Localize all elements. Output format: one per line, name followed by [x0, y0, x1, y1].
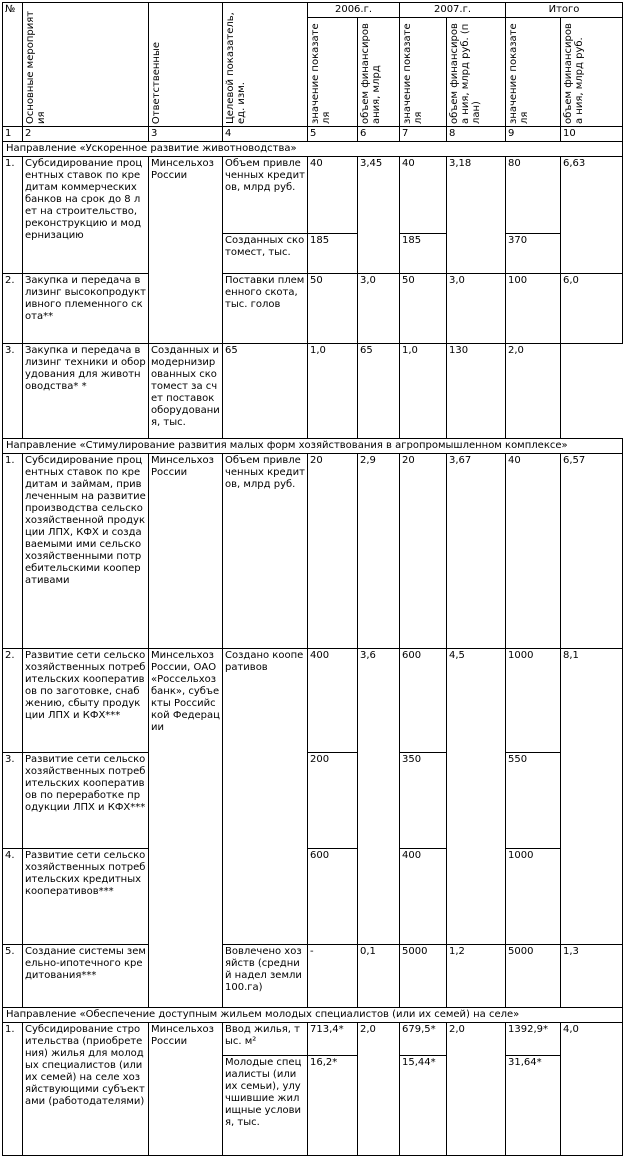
column-number-row	[3, 127, 623, 142]
row-num: 2.	[3, 274, 23, 344]
target-cell: Поставки племенного скота, тыс. голов	[223, 274, 308, 344]
fin-cell: 6,63	[561, 157, 623, 274]
header-fin-2007: объем финансирова ния, млрд руб. (план)	[447, 18, 506, 127]
value-cell: 550	[506, 753, 561, 849]
section-heading: Направление «Стимулирование развития малых форм хозяйствования в агропромышленном комплексе»	[3, 439, 623, 454]
table-row	[3, 849, 623, 945]
table-row	[3, 157, 623, 234]
fin-cell: 6,0	[561, 274, 623, 344]
measure-cell: Закупка и передача в лизинг техники и оборудования для животноводства* *	[23, 344, 149, 439]
value-cell: 679,5*	[400, 1023, 447, 1056]
responsible-cell: Минсельхоз России	[149, 1023, 223, 1156]
target-cell: Создано кооперативов	[223, 649, 308, 945]
measure-cell: Субсидирование процентных ставок по кредитам коммерческих банков на срок до 8 лет на строительство, реконструкцию и модернизацию	[23, 157, 149, 274]
fin-cell: 2,0	[506, 344, 561, 439]
value-cell: 1392,9*	[506, 1023, 561, 1056]
value-cell: 100	[506, 274, 561, 344]
value-cell: 400	[400, 849, 447, 945]
row-num: 1.	[3, 157, 23, 274]
value-cell: 16,2*	[308, 1056, 358, 1156]
responsible-cell: Минсельхоз России, ОАО «Россельхозбанк», субъекты Российской Федерации	[149, 649, 223, 1008]
header-fin-2006: объем финансирования, млрд	[358, 18, 400, 127]
fin-cell: 4,0	[561, 1023, 623, 1156]
responsible-cell: Минсельхоз России	[149, 454, 223, 649]
measure-cell: Субсидирование строительства (приобретения) жилья для молодых специалистов (или их семей) на селе хозяйствующими субъектами (работодателями)	[23, 1023, 149, 1156]
value-cell: 185	[308, 234, 358, 274]
value-cell: 40	[308, 157, 358, 234]
value-cell: 50	[308, 274, 358, 344]
value-cell: 130	[447, 344, 506, 439]
value-cell: 31,64*	[506, 1056, 561, 1156]
header-target: Целевой показатель, ед. изм.	[223, 3, 308, 127]
value-cell: 50	[400, 274, 447, 344]
col-num: 1	[3, 127, 23, 142]
value-cell: 200	[308, 753, 358, 849]
target-cell: Объем привлеченных кредитов, млрд руб.	[223, 157, 308, 234]
value-cell: -	[308, 945, 358, 1008]
header-measures: Основные мероприятия	[23, 3, 149, 127]
table-row	[3, 1023, 623, 1056]
fin-cell: 3,67	[447, 454, 506, 649]
measure-cell: Развитие сети сельскохозяйственных потребительских кооперативов по переработке продукции ЛПХ и КФХ***	[23, 753, 149, 849]
table-row	[3, 945, 623, 1008]
target-cell: Созданных скотомест, тыс.	[223, 234, 308, 274]
fin-cell: 2,0	[358, 1023, 400, 1156]
target-cell: Вовлечено хозяйств (средний надел земли 100.га)	[223, 945, 308, 1008]
fin-cell: 1,2	[447, 945, 506, 1008]
col-num: 4	[223, 127, 308, 142]
value-cell: 600	[308, 849, 358, 945]
value-cell: 5000	[506, 945, 561, 1008]
col-num: 8	[447, 127, 506, 142]
fin-cell: 6,57	[561, 454, 623, 649]
col-num: 2	[23, 127, 149, 142]
row-num: 2.	[3, 649, 23, 753]
row-num: 5.	[3, 945, 23, 1008]
value-cell: 713,4*	[308, 1023, 358, 1056]
target-cell: Молодые специалисты (или их семьи), улучшившие жилищные условия, тыс.	[223, 1056, 308, 1156]
header-num: №	[3, 3, 23, 127]
header-2007: 2007.г.	[400, 3, 506, 18]
value-cell: 40	[506, 454, 561, 649]
value-cell: 65	[223, 344, 308, 439]
table-row	[3, 649, 623, 753]
value-cell: 20	[308, 454, 358, 649]
fin-cell: 4,5	[447, 649, 506, 945]
fin-cell: 3,6	[358, 649, 400, 945]
section-heading: Направление «Ускоренное развитие животноводства»	[3, 142, 623, 157]
header-value-2007: значение показателя	[400, 18, 447, 127]
header-total: Итого	[506, 3, 623, 18]
fin-cell: 2,9	[358, 454, 400, 649]
section-heading: Направление «Обеспечение доступным жильем молодых специалистов (или их семей) на селе»	[3, 1008, 623, 1023]
row-num: 3.	[3, 753, 23, 849]
target-cell: Созданных и модернизированных скотомест за счет поставок оборудования, тыс.	[149, 344, 223, 439]
table-row	[3, 274, 623, 344]
col-num: 9	[506, 127, 561, 142]
row-num: 3.	[3, 344, 23, 439]
table-row	[3, 454, 623, 649]
measure-cell: Создание системы земельно-ипотечного кредитования***	[23, 945, 149, 1008]
fin-cell: 3,0	[358, 274, 400, 344]
measure-cell: Субсидирование процентных ставок по кредитам и займам, привлеченным на развитие производства сельскохозяйственной продукции ЛПХ, КФХ и создаваемыми ими сельскохозяйственными потребительскими кооперативами	[23, 454, 149, 649]
measure-cell: Развитие сети сельскохозяйственных потребительских кооперативов по заготовке, снабжению, сбыту продукции ЛПХ и КФХ***	[23, 649, 149, 753]
col-num: 10	[561, 127, 623, 142]
table-row	[3, 753, 623, 849]
header-value-2006: значение показателя	[308, 18, 358, 127]
value-cell: 185	[400, 234, 447, 274]
value-cell: 80	[506, 157, 561, 234]
fin-cell: 3,0	[447, 274, 506, 344]
fin-cell: 2,0	[447, 1023, 506, 1156]
value-cell: 350	[400, 753, 447, 849]
header-fin-total: объем финансирова ния, млрд руб.	[561, 18, 623, 127]
row-num: 4.	[3, 849, 23, 945]
measure-cell: Закупка и передача в лизинг высокопродуктивного племенного скота**	[23, 274, 149, 344]
fin-cell: 3,45	[358, 157, 400, 274]
col-num: 6	[358, 127, 400, 142]
value-cell: 20	[400, 454, 447, 649]
fin-cell: 0,1	[358, 945, 400, 1008]
header-2006: 2006.г.	[308, 3, 400, 18]
responsible-cell: Минсельхоз России	[149, 157, 223, 344]
measure-cell: Развитие сети сельскохозяйственных потребительских кредитных кооперативов***	[23, 849, 149, 945]
fin-cell: 3,18	[447, 157, 506, 274]
col-num: 5	[308, 127, 358, 142]
value-cell: 40	[400, 157, 447, 234]
row-num: 1.	[3, 454, 23, 649]
value-cell: 1000	[506, 649, 561, 753]
row-num: 1.	[3, 1023, 23, 1156]
value-cell: 400	[308, 649, 358, 753]
fin-cell: 1,0	[308, 344, 358, 439]
program-table	[2, 2, 623, 1156]
table-row	[3, 344, 623, 439]
col-num: 7	[400, 127, 447, 142]
value-cell: 15,44*	[400, 1056, 447, 1156]
fin-cell: 1,3	[561, 945, 623, 1008]
header-responsible: Ответственные	[149, 3, 223, 127]
col-num: 3	[149, 127, 223, 142]
value-cell: 5000	[400, 945, 447, 1008]
value-cell: 1000	[506, 849, 561, 945]
fin-cell: 1,0	[400, 344, 447, 439]
header-value-total: значение показателя	[506, 18, 561, 127]
target-cell: Объем привлеченных кредитов, млрд руб.	[223, 454, 308, 649]
value-cell: 600	[400, 649, 447, 753]
target-cell: Ввод жилья, тыс. м²	[223, 1023, 308, 1056]
value-cell: 370	[506, 234, 561, 274]
fin-cell: 8,1	[561, 649, 623, 945]
value-cell: 65	[358, 344, 400, 439]
